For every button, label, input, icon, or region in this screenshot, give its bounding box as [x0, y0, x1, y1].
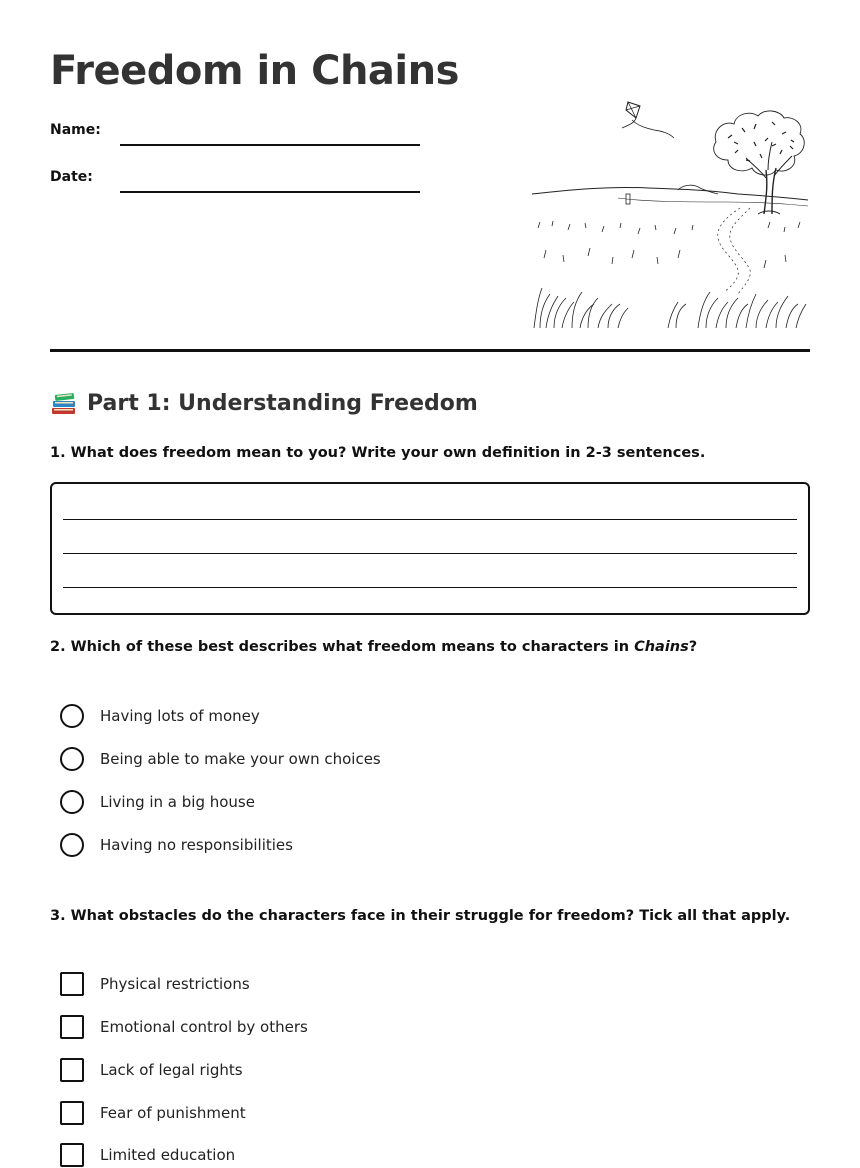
books-icon	[50, 389, 78, 417]
checkbox-icon[interactable]	[60, 1101, 84, 1125]
question-3-text: What obstacles do the characters face in their struggle for freedom? Tick all that apply.	[70, 908, 791, 924]
answer-line	[63, 587, 797, 588]
radio-circle-icon[interactable]	[60, 790, 84, 814]
checkbox-option[interactable]	[60, 1100, 560, 1126]
landscape-illustration	[528, 98, 810, 332]
question-1-text: What does freedom mean to you? Write your own definition in 2-3 sentences.	[70, 445, 706, 461]
checkbox-option-label: Limited education	[100, 1146, 236, 1164]
name-write-line[interactable]	[120, 144, 420, 146]
date-label: Date:	[50, 169, 93, 185]
question-2-text-end: ?	[688, 639, 698, 655]
answer-line	[63, 519, 797, 520]
radio-option[interactable]	[60, 832, 560, 858]
question-1-number: 1.	[50, 445, 66, 461]
checkbox-icon[interactable]	[60, 972, 84, 996]
question-2	[50, 639, 697, 655]
checkbox-option-label: Physical restrictions	[100, 975, 250, 993]
checkbox-option-label: Lack of legal rights	[100, 1061, 243, 1079]
question-2-text: Which of these best describes what freedom means to characters in	[70, 639, 635, 655]
part1-heading	[50, 389, 478, 417]
checkbox-option[interactable]	[60, 1014, 560, 1040]
checkbox-icon[interactable]	[60, 1015, 84, 1039]
question-1-answer-box[interactable]	[50, 482, 810, 615]
header-divider	[50, 349, 810, 352]
question-3	[50, 908, 790, 924]
name-field[interactable]	[50, 120, 420, 146]
checkbox-option[interactable]	[60, 971, 560, 997]
checkbox-option-label: Emotional control by others	[100, 1018, 308, 1036]
radio-option[interactable]	[60, 789, 560, 815]
page-title: Freedom in Chains	[50, 48, 459, 94]
part1-heading-text: Part 1: Understanding Freedom	[87, 390, 478, 416]
checkbox-icon[interactable]	[60, 1058, 84, 1082]
radio-option-label: Having no responsibilities	[100, 836, 293, 854]
checkbox-option-label: Fear of punishment	[100, 1104, 246, 1122]
radio-option-label: Living in a big house	[100, 793, 255, 811]
radio-option[interactable]	[60, 703, 560, 729]
checkbox-option[interactable]	[60, 1142, 560, 1168]
radio-circle-icon[interactable]	[60, 833, 84, 857]
date-field[interactable]	[50, 167, 420, 193]
question-3-number: 3.	[50, 908, 66, 924]
radio-option-label: Having lots of money	[100, 707, 260, 725]
radio-circle-icon[interactable]	[60, 704, 84, 728]
radio-option-label: Being able to make your own choices	[100, 750, 381, 768]
question-1	[50, 445, 705, 461]
answer-line	[63, 553, 797, 554]
checkbox-icon[interactable]	[60, 1143, 84, 1167]
name-label: Name:	[50, 122, 101, 138]
checkbox-option[interactable]	[60, 1057, 560, 1083]
radio-circle-icon[interactable]	[60, 747, 84, 771]
question-2-book-title: Chains	[634, 639, 689, 655]
radio-option[interactable]	[60, 746, 560, 772]
date-write-line[interactable]	[120, 191, 420, 193]
question-2-number: 2.	[50, 639, 66, 655]
